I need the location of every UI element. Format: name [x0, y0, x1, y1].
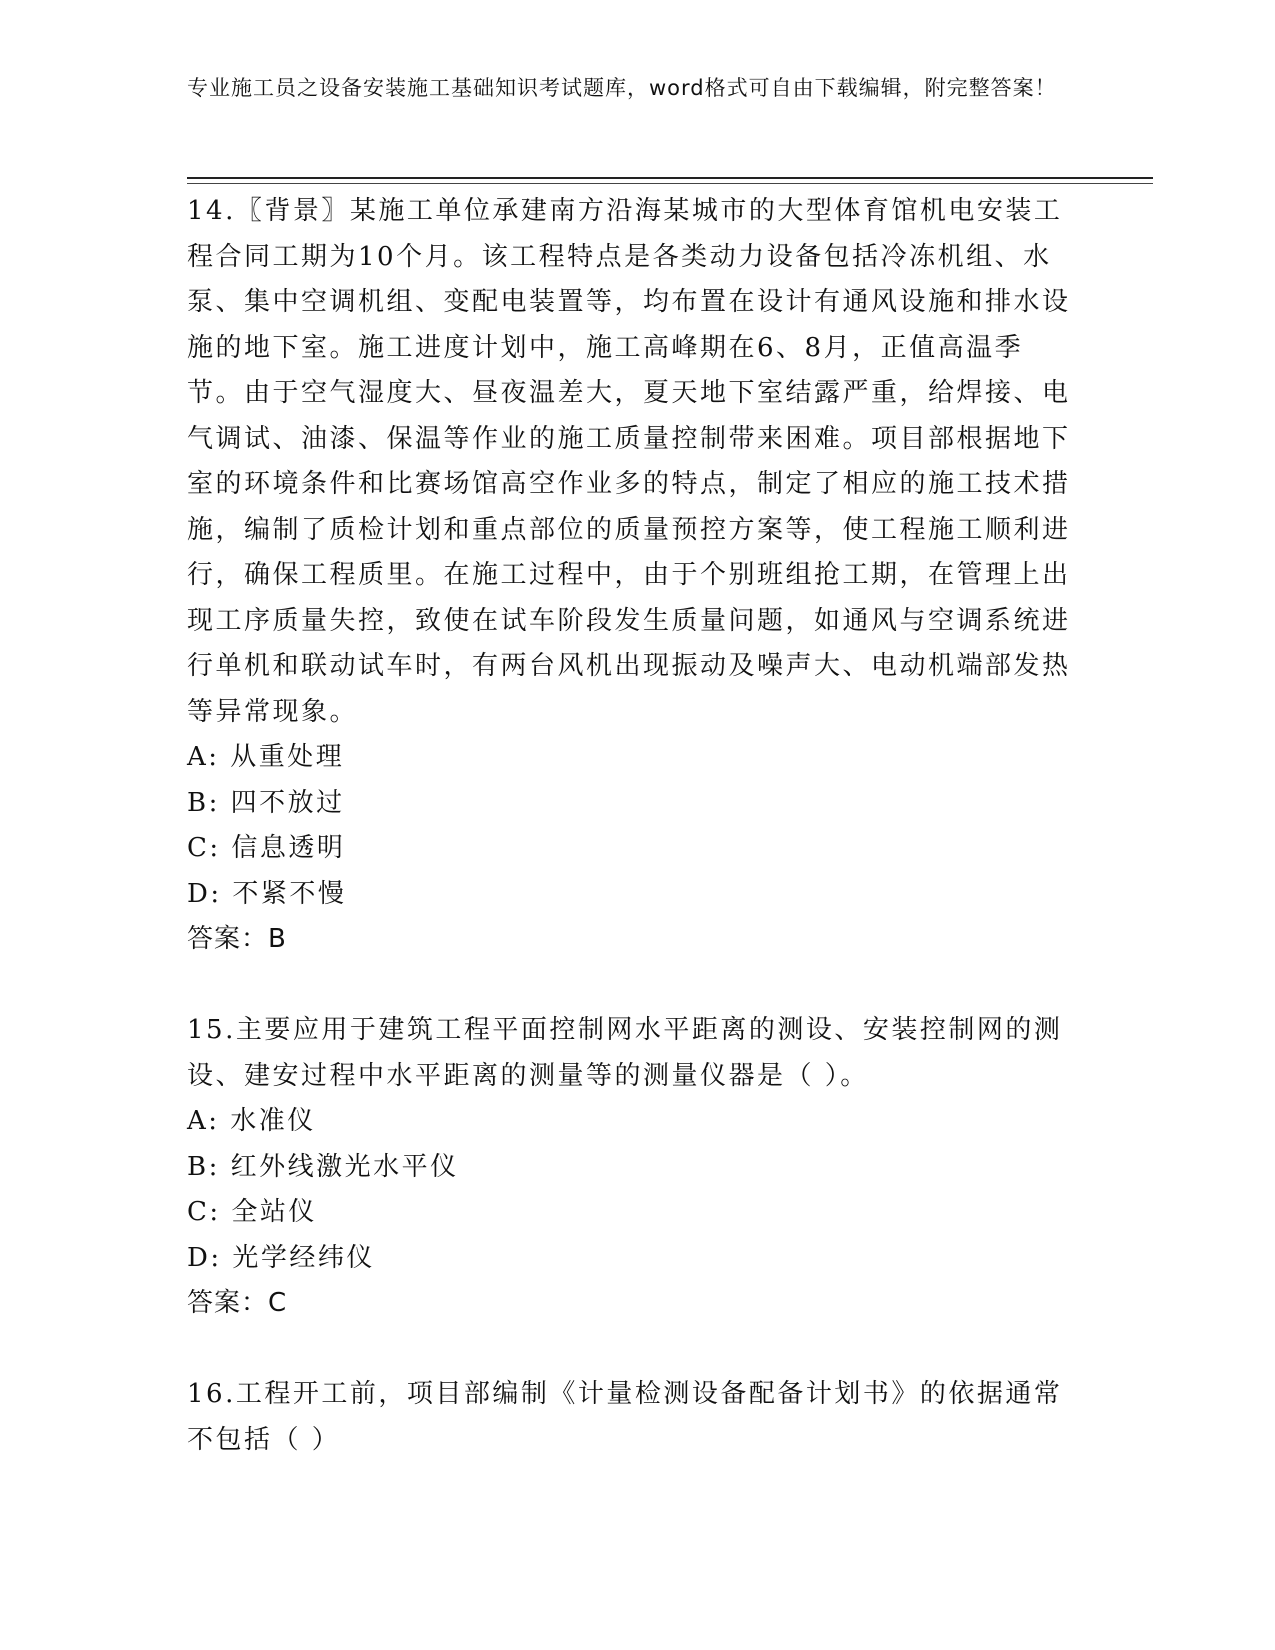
- option-b: B: 红外线激光水平仪: [187, 1151, 459, 1182]
- header-divider-thin: [187, 183, 1153, 184]
- document-body: [187, 189, 1077, 1463]
- option-d: D: 光学经纬仪: [187, 1242, 375, 1273]
- page-header-title: 专业施工员之设备安装施工基础知识考试题库，word格式可自由下载编辑，附完整答案！: [187, 76, 1057, 100]
- option-c: C: 信息透明: [187, 833, 346, 863]
- question-15: [187, 1008, 1077, 1327]
- question-16: [187, 1372, 1077, 1463]
- answer-line: 答案：B: [187, 924, 287, 954]
- option-a: A: 水准仪: [187, 1106, 316, 1136]
- question-14: [187, 189, 1077, 963]
- option-b: B: 四不放过: [187, 787, 345, 818]
- question-spacer: [187, 963, 1077, 1009]
- option-a: A: 从重处理: [187, 742, 345, 772]
- answer-line: 答案：C: [187, 1288, 288, 1318]
- option-c: C: 全站仪: [187, 1197, 317, 1227]
- question-stem: 16.工程开工前，项目部编制《计量检测设备配备计划书》的依据通常不包括（ ）: [187, 1379, 1063, 1455]
- option-d: D: 不紧不慢: [187, 878, 347, 909]
- question-stem: 14.〖背景〗某施工单位承建南方沿海某城市的大型体育馆机电安装工程合同工期为10个月。该工程特点是各类动力设备包括冷冻机组、水泵、集中空调机组、变配电装置等，均布置在设计有通风设施和排水设施的地下室。施工进度计划中，施工高峰期在6、8月，正值高温季节。由于空气湿度大、昼夜温差大，夏天地下室结露严重，给焊接、电气调试、油漆、保温等作业的施工质量控制带来困难。项目部根据地下室的环境条件和比赛场馆高空作业多的特点，制定了相应的施工技术措施，编制了质检计划和重点部位的质量预控方案等，使工程施工顺利进行，确保工程质里。在施工过程中，由于个别班组抢工期，在管理上出现工序质量失控，致使在试车阶段发生质量问题，如通风与空调系统进行单机和联动试车时，有两台风机出现振动及噪声大、电动机端部发热等异常现象。: [187, 196, 1071, 727]
- header-divider-thick: [187, 177, 1153, 179]
- question-stem: 15.主要应用于建筑工程平面控制网水平距离的测设、安装控制网的测设、建安过程中水平距离的测量等的测量仪器是（ ）。: [187, 1015, 1063, 1091]
- question-spacer: [187, 1327, 1077, 1373]
